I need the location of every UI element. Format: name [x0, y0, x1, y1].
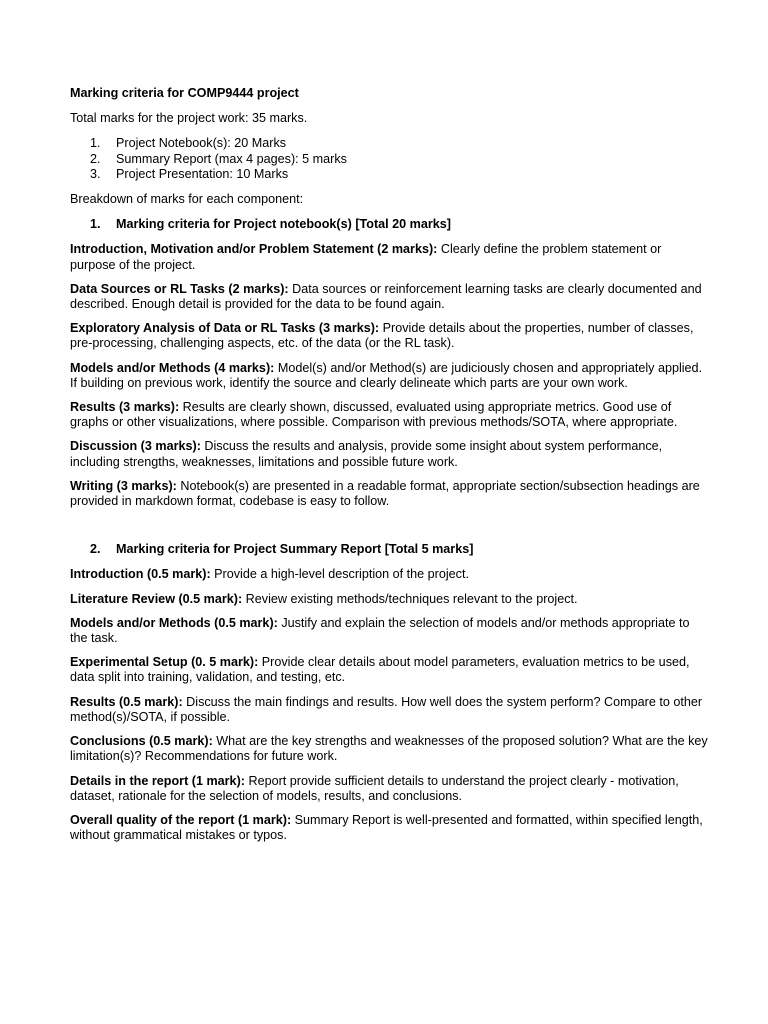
- list-item: [70, 152, 710, 167]
- criterion-text: Results are clearly shown, discussed, evaluated using appropriate metrics. Good use of graphs or other visualizations, where possible. Comparison with previous methods/SOTA, where appropriate.: [70, 400, 678, 430]
- list-number: 1.: [90, 136, 101, 151]
- criterion: [70, 361, 710, 391]
- criterion-label: Models and/or Methods (4 marks):: [70, 360, 275, 375]
- criterion-label: Exploratory Analysis of Data or RL Tasks (3 marks):: [70, 321, 380, 336]
- criterion-label: Literature Review (0.5 mark):: [70, 591, 243, 606]
- criterion-text: Data sources or reinforcement learning tasks are clearly documented and described. Enough detail is provided for the data to be found again.: [70, 281, 702, 312]
- section-spacer: [70, 518, 710, 542]
- criterion-label: Results (0.5 mark):: [70, 694, 183, 709]
- criterion-label: Writing (3 marks):: [70, 478, 177, 493]
- criterion: [70, 479, 710, 509]
- breakdown-intro: Breakdown of marks for each component:: [70, 192, 304, 207]
- criterion-label: Overall quality of the report (1 mark):: [70, 812, 292, 827]
- criterion: [70, 321, 710, 351]
- criterion-text: Justify and explain the selection of models and/or methods appropriate to the task.: [70, 615, 690, 646]
- criterion-text: Summary Report is well-presented and formatted, within specified length, without grammatical mistakes or typos.: [70, 812, 703, 843]
- criterion-label: Introduction, Motivation and/or Problem Statement (2 marks):: [70, 242, 438, 257]
- section-number: 2.: [90, 542, 101, 557]
- section-heading: [70, 542, 710, 557]
- criterion-text: Provide details about the properties, number of classes, pre-processing, challenging aspects, etc. of the data (or the RL task).: [70, 321, 694, 351]
- criterion: [70, 774, 710, 804]
- criterion-text: Discuss the main findings and results. How well does the system perform? Compare to other method(s)/SOTA, if possible.: [70, 694, 703, 724]
- criterion-text: Clearly define the problem statement or purpose of the project.: [70, 242, 662, 272]
- criterion: [70, 592, 710, 607]
- criterion-label: Experimental Setup (0. 5 mark):: [70, 655, 259, 670]
- list-text: Project Presentation: 10 Marks: [116, 166, 289, 181]
- criterion: [70, 813, 710, 843]
- criterion-label: Results (3 marks):: [70, 400, 180, 415]
- criterion: [70, 655, 710, 685]
- list-number: 2.: [90, 151, 101, 166]
- document-content: [70, 86, 710, 852]
- section-heading: [70, 217, 710, 232]
- criterion-text: Provide clear details about model parameters, evaluation metrics to be used, data split into training, validation, and testing, etc.: [70, 655, 690, 685]
- document-title: Marking criteria for COMP9444 project: [70, 86, 299, 100]
- criterion-text: Review existing methods/techniques relevant to the project.: [242, 591, 578, 606]
- criterion-label: Data Sources or RL Tasks (2 marks):: [70, 281, 289, 296]
- criterion-label: Introduction (0.5 mark):: [70, 567, 211, 582]
- criterion: [70, 616, 710, 646]
- criterion-label: Models and/or Methods (0.5 mark):: [70, 615, 278, 630]
- section-title: Marking criteria for Project Summary Report [Total 5 marks]: [116, 542, 474, 557]
- criterion: [70, 695, 710, 725]
- criterion-text: Model(s) and/or Method(s) are judiciously chosen and appropriately applied. If building on previous work, identify the source and clearly delineate which parts are your own work.: [70, 360, 703, 390]
- criterion: [70, 567, 710, 582]
- criterion-label: Conclusions (0.5 mark):: [70, 734, 213, 749]
- criterion-label: Details in the report (1 mark):: [70, 773, 245, 788]
- list-item: [70, 136, 710, 151]
- criterion-text: Notebook(s) are presented in a readable format, appropriate section/subsection headings are provided in markdown format, codebase is easy to follow.: [70, 478, 700, 509]
- criterion: [70, 282, 710, 312]
- criterion: [70, 400, 710, 430]
- list-number: 3.: [90, 166, 101, 181]
- section-number: 1.: [90, 217, 101, 232]
- list-text: Project Notebook(s): 20 Marks: [116, 136, 287, 151]
- summary-list: [70, 136, 710, 182]
- criterion: [70, 439, 710, 469]
- criterion: [70, 242, 710, 272]
- total-marks: Total marks for the project work: 35 marks.: [70, 111, 308, 126]
- criterion-text: Report provide sufficient details to understand the project clearly - motivation, dataset, rationale for the selection of models, results, and conclusions.: [70, 773, 679, 803]
- criterion: [70, 734, 710, 764]
- criterion-text: Provide a high-level description of the project.: [210, 567, 469, 582]
- criterion-label: Discussion (3 marks):: [70, 439, 201, 454]
- criterion-text: Discuss the results and analysis, provide some insight about system performance, including strengths, weaknesses, limitations and possible future work.: [70, 439, 663, 469]
- list-item: [70, 167, 710, 182]
- criterion-text: What are the key strengths and weaknesses of the proposed solution? What are the key limitation(s)? Recommendations for future work.: [70, 734, 708, 764]
- list-text: Summary Report (max 4 pages): 5 marks: [116, 151, 347, 166]
- section-title: Marking criteria for Project notebook(s) [Total 20 marks]: [116, 217, 451, 232]
